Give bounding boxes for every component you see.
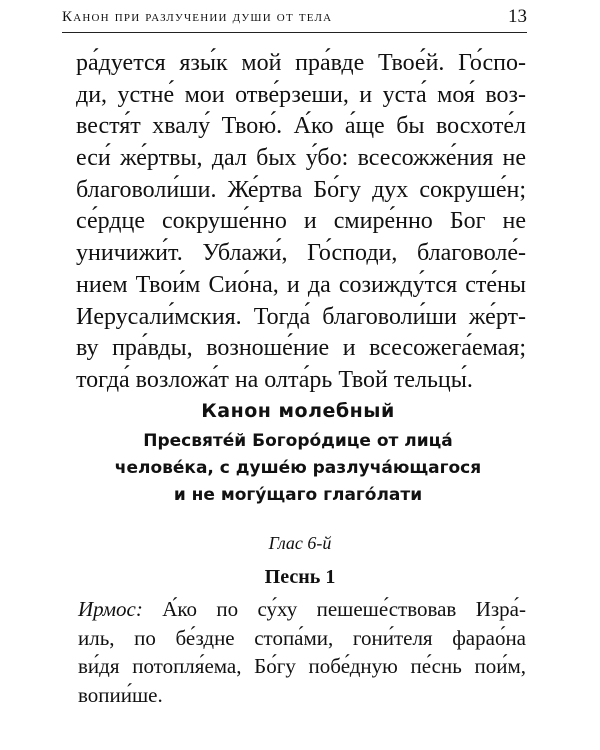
text-line: еси́ же́ртвы, дал бых у́бо: всесожже́ния не	[76, 145, 526, 172]
hirmos-line	[78, 595, 526, 624]
running-head	[62, 4, 527, 33]
tone-label: Глас 6-й	[268, 533, 332, 553]
text-line: уничижи́т. Ублажи́, Го́споди, благоволе́-	[76, 240, 526, 267]
running-title: Канон при разлучении души от тела	[62, 9, 333, 25]
ode-title: Песнь 1	[264, 566, 336, 588]
canon-subtitle-line: челове́ка, с душе́ю разлуча́ющагося	[114, 458, 482, 478]
canon-subtitle-line: Пресвяте́й Богоро́дице от лица́	[143, 431, 453, 451]
canon-title: Канон молебный	[201, 400, 395, 422]
hirmos-text	[78, 595, 526, 709]
text-line: вестя́т хвалу́ Твою́. А́ко а́ще бы восхоте́л	[76, 113, 526, 140]
text-line: тогда́ возложа́т на олта́рь Твой тельцы́.	[76, 366, 473, 393]
text-line: ву пра́вды, возноше́ние и всесожега́емая;	[76, 335, 526, 362]
text-line: благоволи́ши. Же́ртва Бо́гу дух сокруше́н;	[76, 176, 526, 203]
psalm-text	[76, 48, 526, 397]
text-line: ди, устне́ мои отве́рзеши, и уста́ моя́ воз-	[76, 81, 526, 108]
hirmos-line: иль, по бе́здне стопа́ми, гони́теля фарао́на	[78, 625, 526, 650]
text-line: се́рдце сокруше́нно и смире́нно Бог не	[76, 208, 526, 235]
hirmos-line: ви́дя потопля́ема, Бо́гу побе́дную пе́снь пои́м,	[78, 654, 526, 678]
hirmos-line-text: А́ко по су́ху пешеше́ствовав Изра́-	[142, 597, 526, 621]
hirmos-label: Ирмос:	[78, 597, 143, 621]
text-line: ра́дуется язы́к мой пра́вде Твое́й. Го́спо-	[76, 50, 526, 76]
page-number: 13	[508, 6, 527, 27]
text-line: Иерусали́мския. Тогда́ благоволи́ши же́рт-	[76, 303, 526, 330]
text-line: нием Твои́м Сио́на, и да созижду́тся сте́ны	[76, 271, 526, 298]
hirmos-line: вопии́ше.	[78, 682, 163, 707]
canon-heading	[68, 400, 528, 509]
canon-subtitle-line: и не могу́щаго глаго́лати	[173, 485, 423, 505]
